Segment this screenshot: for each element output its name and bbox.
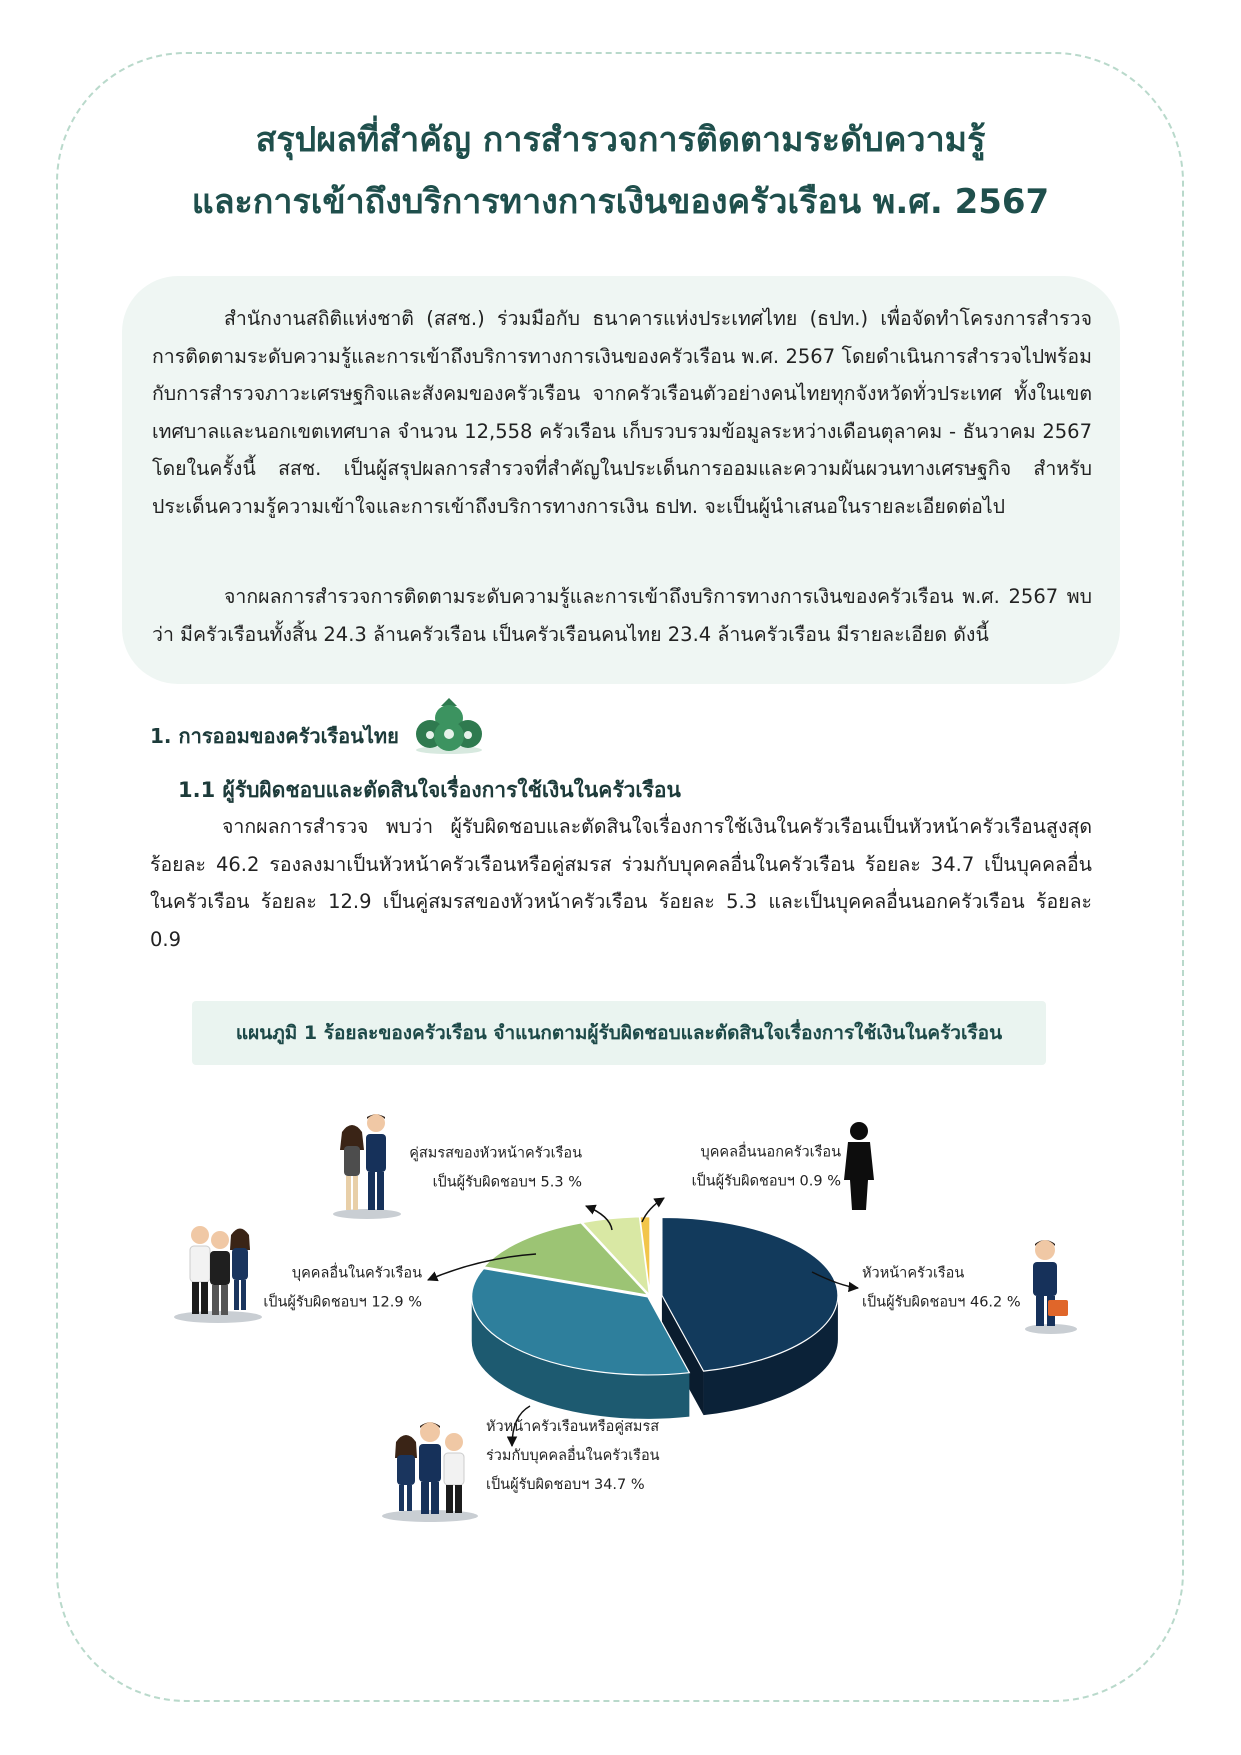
pie-label-line: เป็นผู้รับผิดชอบฯ 46.2 % — [862, 1294, 1021, 1311]
section-1-heading: 1. การออมของครัวเรือนไทย — [150, 724, 399, 748]
section-1-1-paragraph-text: จากผลการสำรวจ พบว่า ผู้รับผิดชอบและตัดสินใจเรื่องการใช้เงินในครัวเรือนเป็นหัวหน้าครัวเรือนสูงสุดร้อยละ 46.2 รองลงมาเป็นหัวหน้าครัวเรือนหรือคู่สมรส ร่วมกับบุคคลอื่นในครัวเรือน ร้อยละ 34.7 เป็นบุคคลอื่นในครัวเรือน ร้อยละ 12.9 เป็นคู่สมรสของหัวหน้าครัวเรือน ร้อยละ 5.3 และเป็นบุคคลอื่นนอกครัวเรือน ร้อยละ 0.9 — [150, 815, 1092, 951]
pie-label-line: ร่วมกับบุคคลอื่นในครัวเรือน — [486, 1448, 660, 1464]
pie-label-2 — [263, 1263, 422, 1311]
page-title-line2: และการเข้าถึงบริการทางการเงินของครัวเรือน พ.ศ. 2567 — [191, 182, 1050, 222]
intro-paragraph-1-text: สำนักงานสถิติแห่งชาติ (สสช.) ร่วมมือกับ ธนาคารแห่งประเทศไทย (ธปท.) เพื่อจัดทำโครงการสำรวจการติดตามระดับความรู้และการเข้าถึงบริการทางการเงินของครัวเรือน พ.ศ. 2567 โดยดำเนินการสำรวจไปพร้อมกับการสำรวจภาวะเศรษฐกิจและสังคมของครัวเรือน จากครัวเรือนตัวอย่างคนไทยทุกจังหวัดทั่วประเทศ ทั้งในเขตเทศบาลและนอกเขตเทศบาล จำนวน 12,558 ครัวเรือน เก็บรวบรวมข้อมูลระหว่างเดือนตุลาคม - ธันวาคม 2567 โดยในครั้งนี้ สสช. เป็นผู้สรุปผลการสำรวจที่สำคัญในประเด็นการออมและความผันผวนทางเศรษฐกิจ สำหรับประเด็นความรู้ความเข้าใจและการเข้าถึงบริการทางการเงิน ธปท. จะเป็นผู้นำเสนอในรายละเอียดต่อไป — [152, 307, 1092, 518]
outside-person-icon — [844, 1122, 874, 1210]
intro-paragraph-2-text: จากผลการสำรวจการติดตามระดับความรู้และการเข้าถึงบริการทางการเงินของครัวเรือน พ.ศ. 2567 พบว่า มีครัวเรือนทั้งสิ้น 24.3 ล้านครัวเรือน เป็นครัวเรือนคนไทย 23.4 ล้านครัวเรือน มีรายละเอียด ดังนี้ — [152, 585, 1092, 646]
pie-label-line: บุคคลอื่นในครัวเรือน — [291, 1265, 422, 1282]
pie-label-line: หัวหน้าครัวเรือนหรือคู่สมรส — [486, 1419, 660, 1435]
chart-title: แผนภูมิ 1 ร้อยละของครัวเรือน จำแนกตามผู้รับผิดชอบและตัดสินใจเรื่องการใช้เงินในครัวเรือน — [192, 1001, 1046, 1065]
spouse-couple-icon — [333, 1114, 401, 1219]
pie-label-line: เป็นผู้รับผิดชอบฯ 5.3 % — [432, 1174, 582, 1191]
pie-label-4 — [692, 1142, 842, 1190]
pie-label-line: คู่สมรสของหัวหน้าครัวเรือน — [409, 1145, 582, 1162]
pie-label-line: บุคคลอื่นนอกครัวเรือน — [700, 1144, 841, 1161]
household-group-icon — [382, 1422, 478, 1522]
section-1-1-heading: 1.1 ผู้รับผิดชอบและตัดสินใจเรื่องการใช้เงินในครัวเรือน — [178, 778, 681, 802]
page-title-line1: สรุปผลที่สำคัญ การสำรวจการติดตามระดับความรู้ — [255, 120, 986, 160]
head-of-household-icon — [1025, 1240, 1077, 1334]
pie-top-layer — [472, 1217, 838, 1375]
pie-label-0 — [862, 1265, 1021, 1311]
pie-label-3 — [409, 1145, 582, 1191]
pie-label-line: เป็นผู้รับผิดชอบฯ 34.7 % — [486, 1477, 645, 1493]
pie-label-1 — [486, 1418, 660, 1493]
pie-label-line: เป็นผู้รับผิดชอบฯ 12.9 % — [263, 1294, 422, 1311]
pie-label-line: เป็นผู้รับผิดชอบฯ 0.9 % — [691, 1173, 841, 1190]
household-members-icon — [174, 1226, 262, 1323]
pie-label-line: หัวหน้าครัวเรือน — [862, 1265, 965, 1282]
